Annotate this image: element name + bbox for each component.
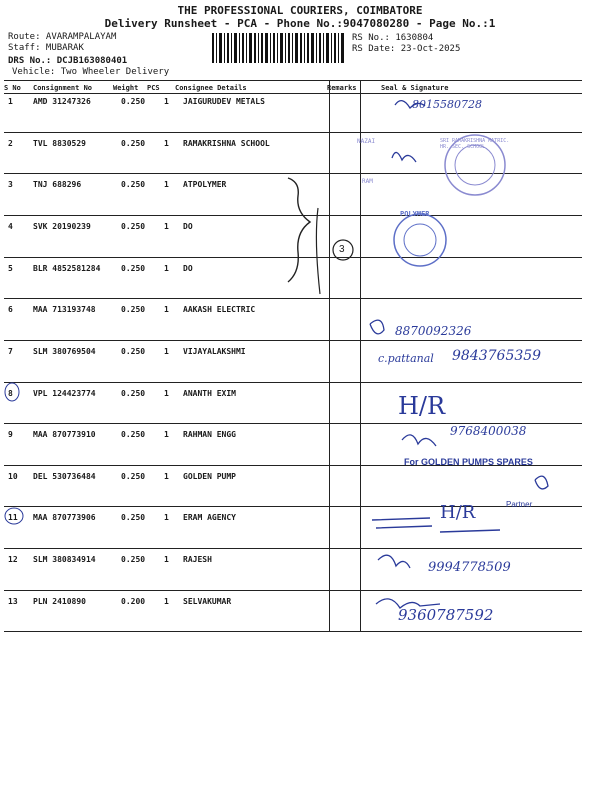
col-header-remarks: Remarks xyxy=(327,84,357,92)
bracket-mark xyxy=(288,178,310,282)
row1-phone: 8015580728 xyxy=(412,98,482,111)
row-sno: 12 xyxy=(8,555,18,564)
col-header-sno: S No xyxy=(4,84,21,92)
polymer-seal-inner xyxy=(404,224,436,256)
row-pcs: 1 xyxy=(164,222,169,231)
row-consignment: MAA 713193748 xyxy=(33,305,96,314)
rs-number: RS No.: 1630804 xyxy=(352,33,434,43)
drs-label: DRS No.: DCJB163080401 xyxy=(8,56,128,66)
row-consignee: VIJAYALAKSHMI xyxy=(183,347,246,356)
row-consignee: GOLDEN PUMP xyxy=(183,472,236,481)
row12-phone: 9994778509 xyxy=(428,560,511,575)
company-title: THE PROFESSIONAL COURIERS, COIMBATORE xyxy=(177,4,423,17)
row-consignee: RAMAKRISHNA SCHOOL xyxy=(183,139,270,148)
school-seal-text: SRI RAMAKRISHNA MATRIC. HR. SEC. SCHOOL xyxy=(440,138,510,150)
row-sno: 5 xyxy=(8,264,13,273)
col-header-weight: Weight xyxy=(113,84,139,92)
col-header-consignment: Consignment No xyxy=(33,84,93,92)
row-consignment: TVL 8830529 xyxy=(33,139,86,148)
row-consignee: RAHMAN ENGG xyxy=(183,430,236,439)
row-pcs: 1 xyxy=(164,513,169,522)
row-sno: 4 xyxy=(8,222,13,231)
row-weight: 0.250 xyxy=(121,347,146,356)
polymer-seal-icon xyxy=(394,214,446,266)
row-sno: 10 xyxy=(8,472,18,481)
row6-phone: 8870092326 xyxy=(395,324,472,338)
row8-hr-note: H/R xyxy=(398,392,446,420)
school-seal-inner xyxy=(455,145,495,185)
partner-stamp: Partner xyxy=(506,500,533,509)
row-weight: 0.250 xyxy=(121,472,146,481)
row-consignment: TNJ 688296 xyxy=(33,180,82,189)
sno-circle-mark xyxy=(5,508,23,524)
bracket-number: 3 xyxy=(339,244,345,255)
row-consignee: SELVAKUMAR xyxy=(183,597,232,606)
row-pcs: 1 xyxy=(164,139,169,148)
signature-scribble xyxy=(392,152,416,162)
row-consignment: PLN 2410890 xyxy=(33,597,86,606)
signature-scribble xyxy=(402,435,436,446)
row-sno: 3 xyxy=(8,180,13,189)
row-sno: 6 xyxy=(8,305,13,314)
signature-scribble xyxy=(535,476,548,489)
row-sno: 9 xyxy=(8,430,13,439)
col-header-seal: Seal & Signature xyxy=(381,84,449,92)
row-pcs: 1 xyxy=(164,180,169,189)
row-sno: 8 xyxy=(8,389,13,398)
row-sno: 2 xyxy=(8,139,13,148)
row7-name: c.pattanal xyxy=(378,352,434,365)
strike-through-mark xyxy=(440,530,500,532)
row-sno: 7 xyxy=(8,347,13,356)
row-weight: 0.250 xyxy=(121,513,146,522)
row-consignment: VPL 124423774 xyxy=(33,389,96,398)
row-weight: 0.250 xyxy=(121,180,146,189)
row-weight: 0.250 xyxy=(121,97,146,106)
row-sno: 1 xyxy=(8,97,13,106)
row-pcs: 1 xyxy=(164,305,169,314)
runsheet-subtitle: Delivery Runsheet - PCA - Phone No.:9047080280 - Page No.:1 xyxy=(104,17,496,30)
row13-phone: 9360787592 xyxy=(398,606,494,624)
row-consignee: DO xyxy=(183,222,193,231)
row-consignee: RAJESH xyxy=(183,555,212,564)
row-pcs: 1 xyxy=(164,97,169,106)
row-pcs: 1 xyxy=(164,264,169,273)
vehicle-label: Vehicle: Two Wheeler Delivery xyxy=(12,67,170,77)
strike-through-mark xyxy=(372,518,432,528)
row-pcs: 1 xyxy=(164,597,169,606)
row-pcs: 1 xyxy=(164,472,169,481)
row9-phone: 9768400038 xyxy=(450,424,527,438)
col-header-pcs: PCS xyxy=(147,84,160,92)
row11-hr-note: H/R xyxy=(440,502,476,523)
signature-scribble xyxy=(370,320,384,334)
route-label: Route: AVARAMPALAYAM xyxy=(8,32,117,42)
row-consignment: BLR 4852581284 xyxy=(33,264,101,273)
row-consignment: AMD 31247326 xyxy=(33,97,91,106)
row-weight: 0.250 xyxy=(121,389,146,398)
row-pcs: 1 xyxy=(164,347,169,356)
rs-date: RS Date: 23-Oct-2025 xyxy=(352,44,461,54)
row-consignee: ANANTH EXIM xyxy=(183,389,236,398)
remarks-stamp-text: NAZAI xyxy=(357,138,376,145)
row-weight: 0.250 xyxy=(121,430,146,439)
row-weight: 0.250 xyxy=(121,264,146,273)
row-weight: 0.200 xyxy=(121,597,146,606)
remarks-stamp-text: RAM xyxy=(362,178,373,185)
row-consignment: SLM 380834914 xyxy=(33,555,96,564)
polymer-seal-text: POLYMER xyxy=(400,210,430,218)
row-sno: 13 xyxy=(8,597,18,606)
row-pcs: 1 xyxy=(164,555,169,564)
row-consignee: ATPOLYMER xyxy=(183,180,227,189)
row7-phone: 9843765359 xyxy=(452,348,542,364)
row-sno: 11 xyxy=(8,513,18,522)
row-weight: 0.250 xyxy=(121,222,146,231)
row-consignment: SLM 380769504 xyxy=(33,347,96,356)
row-consignee: JAIGURUDEV METALS xyxy=(183,97,265,106)
row-consignment: MAA 870773910 xyxy=(33,430,96,439)
col-header-consignee: Consignee Details xyxy=(175,84,247,92)
row-consignee: DO xyxy=(183,264,193,273)
row-weight: 0.250 xyxy=(121,139,146,148)
golden-pump-stamp: For GOLDEN PUMPS SPARES xyxy=(404,457,533,467)
row-pcs: 1 xyxy=(164,430,169,439)
sno-circle-mark xyxy=(5,383,19,401)
signature-scribble xyxy=(378,555,410,568)
bracket-stroke xyxy=(316,208,320,294)
row-consignment: DEL 530736484 xyxy=(33,472,96,481)
row-pcs: 1 xyxy=(164,389,169,398)
row-weight: 0.250 xyxy=(121,305,146,314)
staff-label: Staff: MUBARAK xyxy=(8,43,84,53)
row-consignee: ERAM AGENCY xyxy=(183,513,236,522)
row-consignee: AAKASH ELECTRIC xyxy=(183,305,256,314)
row-weight: 0.250 xyxy=(121,555,146,564)
row-consignment: MAA 870773906 xyxy=(33,513,96,522)
row-consignment: SVK 20190239 xyxy=(33,222,91,231)
